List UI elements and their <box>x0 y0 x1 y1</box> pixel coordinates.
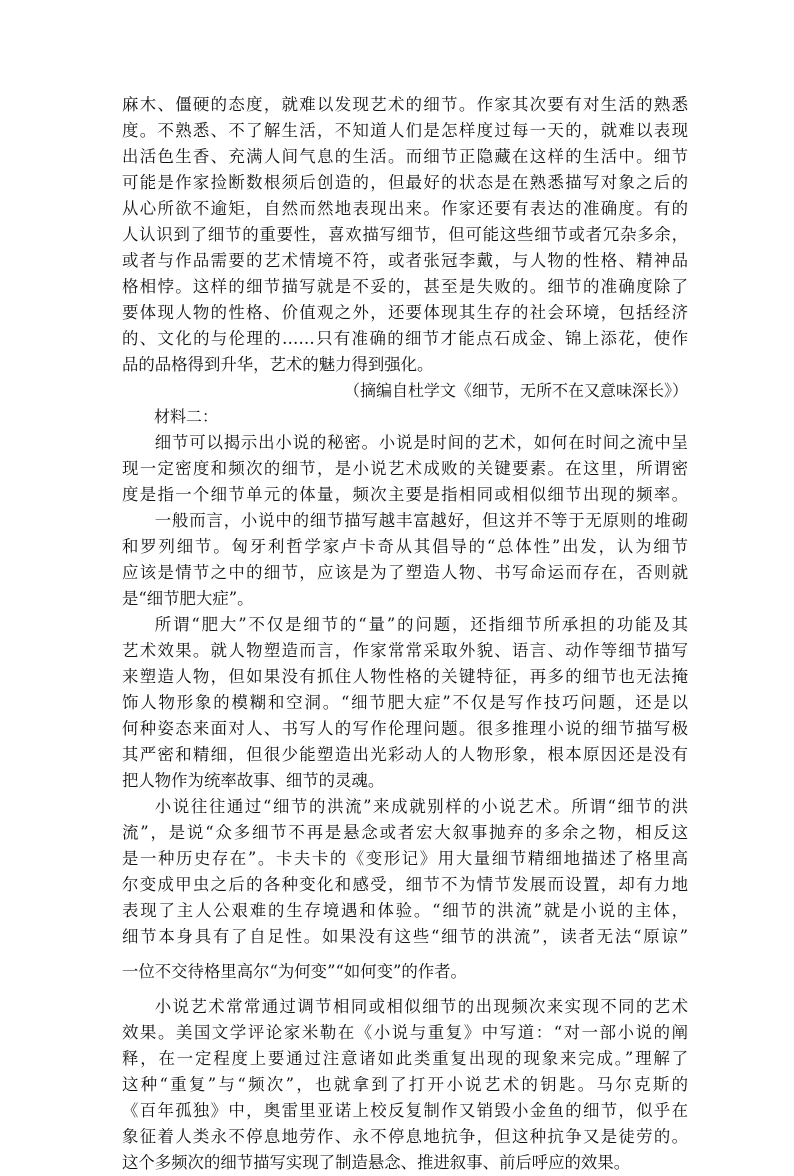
text-line: 是“细节肥大症”。 <box>122 589 254 608</box>
text-line: 释，在一定程度上要通过注意诸如此类重复出现的现象来完成。”理解了 <box>122 1049 688 1068</box>
text-line: 把人物作为统率故事、细节的灵魂。 <box>122 771 385 790</box>
material2-paragraph-4-continued <box>122 959 688 985</box>
text-line: 小说艺术常常通过调节相同或相似细节的出现频次来实现不同的艺术 <box>154 997 688 1016</box>
text-line: 何种姿态来面对人、书写人的写作伦理问题。很多推理小说的细节描写极 <box>122 719 688 738</box>
line-gap <box>122 950 688 959</box>
text-line: 细节可以揭示出小说的秘密。小说是时间的艺术，如何在时间之流中呈 <box>154 433 688 452</box>
text-line: 出活色生香、充满人间气息的生活。而细节正隐藏在这样的生活中。细节 <box>122 147 688 166</box>
text-line: 是一种历史存在”。卡夫卡的《变形记》用大量细节精细地描述了格里高 <box>122 849 688 868</box>
material2-paragraph-5 <box>122 994 688 1176</box>
text-line: 可能是作家捡断数根须后创造的，但最好的状态是在熟悉描写对象之后的 <box>122 173 688 192</box>
text-line: 和罗列细节。匈牙利哲学家卢卡奇从其倡导的“总体性”出发，认为细节 <box>122 537 688 556</box>
text-line: 要体现人物的性格、价值观之外，还要体现其生存的社会环境，包括经济 <box>122 303 688 322</box>
text-line: 象征着人类永不停息地劳作、永不停息地抗争，但这种抗争又是徒劳的。 <box>122 1127 688 1146</box>
material1-paragraph <box>122 92 688 378</box>
text-line: 从心所欲不逾矩，自然而然地表现出来。作家还要有表达的准确度。有的 <box>122 199 688 218</box>
text-line: 细节本身具有了自足性。如果没有这些“细节的洪流”，读者无法“原谅” <box>122 927 688 946</box>
text-line: 表现了主人公艰难的生存境遇和体验。“细节的洪流”就是小说的主体， <box>122 901 688 920</box>
material2-heading: 材料二： <box>154 407 219 426</box>
text-line: 《百年孤独》中，奥雷里亚诺上校反复制作又销毁小金鱼的细节，似乎在 <box>122 1101 688 1120</box>
text-line: 或者与作品需要的艺术情境不符，或者张冠李戴，与人物的性格、精神品 <box>122 251 688 270</box>
text-line: 这个多频次的细节描写实现了制造悬念、推进叙事、前后呼应的效果。 <box>122 1153 631 1172</box>
text-line: 品的品格得到升华，艺术的魅力得到强化。 <box>122 355 434 374</box>
material2-paragraph-1 <box>122 430 688 508</box>
line-gap <box>122 985 688 994</box>
text-line: 小说往往通过“细节的洪流”来成就别样的小说艺术。所谓“细节的洪 <box>154 797 688 816</box>
material2-paragraph-3 <box>122 612 688 794</box>
text-line: 饰人物形象的模糊和空洞。“细节肥大症”不仅是写作技巧问题，还是以 <box>122 693 688 712</box>
text-line: 其严密和精细，但很少能塑造出光彩动人的人物形象，根本原因还是没有 <box>122 745 688 764</box>
text-line: 度。不熟悉、不了解生活，不知道人们是怎样度过每一天的，就难以表现 <box>122 121 688 140</box>
text-line: 尔变成甲虫之后的各种变化和感受，细节不为情节发展而设置，却有力地 <box>122 875 688 894</box>
text-line: 的、文化的与伦理的……只有准确的细节才能点石成金、锦上添花，使作 <box>122 329 688 348</box>
text-line: 效果。美国文学评论家米勒在《小说与重复》中写道：“对一部小说的阐 <box>122 1023 688 1042</box>
text-line: 来塑造人物，但如果没有抓住人物性格的关键特征，再多的细节也无法掩 <box>122 667 688 686</box>
material1-source: （摘编自杜学文《细节，无所不在又意味深长》） <box>343 381 688 400</box>
text-line: 艺术效果。就人物塑造而言，作家常常采取外貌、语言、动作等细节描写 <box>122 641 688 660</box>
material2-paragraph-2 <box>122 508 688 612</box>
text-line: 人认识到了细节的重要性，喜欢描写细节，但可能这些细节或者冗杂多余， <box>122 225 688 244</box>
text-line: 一位不交待格里高尔“为何变”“如何变”的作者。 <box>122 962 467 981</box>
text-line: 现一定密度和频次的细节，是小说艺术成败的关键要素。在这里，所谓密 <box>122 459 688 478</box>
document-page <box>122 92 688 1176</box>
text-line: 所谓“肥大”不仅是细节的“量”的问题，还指细节所承担的功能及其 <box>154 615 688 634</box>
text-line: 应该是情节之中的细节，应该是为了塑造人物、书写命运而存在，否则就 <box>122 563 688 582</box>
text-line: 度是指一个细节单元的体量，频次主要是指相同或相似细节出现的频率。 <box>122 485 688 504</box>
material2-paragraph-4 <box>122 794 688 950</box>
text-line: 这种“重复”与“频次”，也就拿到了打开小说艺术的钥匙。马尔克斯的 <box>122 1075 688 1094</box>
text-line: 格相悖。这样的细节描写就是不妥的，甚至是失败的。细节的准确度除了 <box>122 277 688 296</box>
text-line: 麻木、僵硬的态度，就难以发现艺术的细节。作家其次要有对生活的熟悉 <box>122 95 688 114</box>
text-line: 流”，是说“众多细节不再是悬念或者宏大叙事抛弃的多余之物，相反这 <box>122 823 688 842</box>
text-line: 一般而言，小说中的细节描写越丰富越好，但这并不等于无原则的堆砌 <box>154 511 688 530</box>
